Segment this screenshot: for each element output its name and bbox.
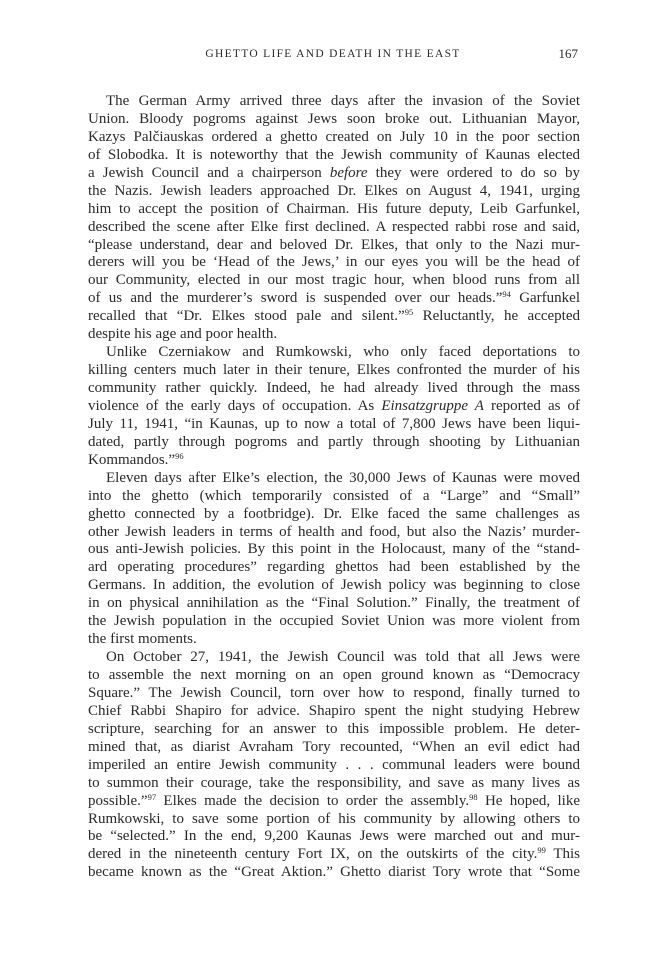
text-line: ard operating procedures” regarding ghettos had been established by the [88, 559, 580, 576]
text-line: killing centers much later in their tenure, Elkes confronted the murder of his [88, 362, 580, 379]
footnote-reference: 98 [469, 791, 478, 802]
text-line: derers will you be ‘Head of the Jews,’ in our eyes you will be the head of [88, 254, 580, 271]
text-line: the Jewish population in the occupied Soviet Union was more violent from [88, 613, 580, 630]
text-line: possible.”$^{97}$ Elkes made the decision to order the assembly.$^{98}$ He hoped, like [88, 791, 580, 809]
text-line: of us and the murderer’s sword is suspended over our heads.”$^{94}$ Garfunkel [88, 289, 580, 307]
text-line: despite his age and poor health. [88, 326, 278, 343]
text-line: our Community, elected in our most tragic hour, when blood runs from all [88, 272, 580, 289]
text-line: described the scene after Elke first declined. A respected rabbi rose and said, [88, 218, 580, 235]
text-line: dated, partly through pogroms and partly through shooting by Lithuanian [88, 433, 580, 450]
footnote-reference: 99 [537, 845, 546, 856]
text-line: Unlike Czerniakow and Rumkowski, who only faced deportations to [106, 344, 580, 361]
text-line: of Slobodka. It is noteworthy that the Jewish community of Kaunas elected [88, 146, 580, 163]
paragraph [88, 344, 580, 470]
text-line: violence of the early days of occupation. As Einsatzgruppe A reported as of [88, 397, 581, 414]
text-line: mined that, as diarist Avraham Tory recounted, “When an evil edict had [88, 738, 580, 755]
text-line: dered in the nineteenth century Fort IX, on the outskirts of the city.$^{99}$ This [88, 845, 580, 863]
text-line: Eleven days after Elke’s election, the 30,000 Jews of Kaunas were moved [106, 469, 580, 486]
text-line: other Jewish leaders in terms of health and food, but also the Nazis’ murder- [88, 523, 580, 540]
text-line: to summon their courage, take the responsibility, and save as many lives as [88, 774, 580, 791]
text-line: recalled that “Dr. Elkes stood pale and silent.”$^{95}$ Reluctantly, he accepted [88, 307, 580, 325]
text-line: Kazys Palčiauskas ordered a ghetto created on July 10 in the poor section [88, 128, 580, 145]
footnote-reference: 97 [147, 791, 157, 802]
running-head [88, 44, 578, 64]
text-line: ous anti-Jewish policies. By this point in the Holocaust, many of the “stand- [88, 541, 580, 558]
text-line: scripture, searching for an answer to this impossible problem. He deter- [88, 720, 580, 737]
text-line: Square.” The Jewish Council, torn over how to respond, finally turned to [88, 684, 580, 701]
text-line: “please understand, dear and beloved Dr. Elkes, that only to the Nazi mur- [88, 236, 580, 253]
paragraph [88, 470, 580, 649]
footnote-reference: 95 [404, 307, 414, 318]
text-line: a Jewish Council and a chairperson before they were ordered to do so by [88, 164, 580, 181]
italic-text: Einsatzgruppe A [381, 397, 484, 414]
text-line: community rather quickly. Indeed, he had already lived through the mass [88, 380, 580, 396]
text-line: Rumkowski, to save some portion of his community by allowing others to [88, 810, 580, 827]
text-line: be “selected.” In the end, 9,200 Kaunas Jews were marched out and mur- [88, 828, 580, 845]
text-line: became known as the “Great Aktion.” Ghetto diarist Tory wrote that “Some [88, 864, 580, 881]
text-line: Chief Rabbi Shapiro for advice. Shapiro spent the night studying Hebrew [88, 702, 580, 719]
text-line: Union. Bloody pogroms against Jews soon broke out. Lithuanian Mayor, [88, 110, 580, 127]
running-title: GHETTO LIFE AND DEATH IN THE EAST [205, 48, 461, 60]
text-line: to assemble the next morning on an open ground known as “Democracy [88, 667, 580, 683]
text-line: The German Army arrived three days after the invasion of the Soviet [106, 93, 580, 109]
text-line: imperiled an entire Jewish community . . . communal leaders were bound [88, 756, 580, 773]
text-line: July 11, 1941, “in Kaunas, up to now a total of 7,800 Jews have been liqui- [88, 415, 580, 432]
text-line: Germans. In addition, the evolution of Jewish policy was beginning to close [88, 577, 580, 594]
text-line: in on physical annihilation as the “Final Solution.” Finally, the treatment of [88, 595, 580, 612]
body-text [88, 93, 580, 882]
text-line: Kommandos.”$^{96}$ [88, 450, 184, 468]
text-line: him to accept the position of Chairman. His future deputy, Leib Garfunkel, [88, 200, 580, 217]
italic-text: before [329, 164, 368, 181]
text-line: the first moments. [88, 631, 197, 648]
text-line: On October 27, 1941, the Jewish Council was told that all Jews were [106, 649, 580, 666]
footnote-reference: 94 [502, 289, 511, 300]
text-line: ghetto connected by a footbridge). Dr. Elke faced the same challenges as [88, 505, 580, 522]
footnote-reference: 96 [175, 450, 184, 461]
paragraph [88, 93, 580, 344]
text-line: into the ghetto (which temporarily consisted of a “Large” and “Small” [88, 487, 580, 504]
page-number: 167 [558, 46, 578, 61]
text-line: the Nazis. Jewish leaders approached Dr. Elkes on August 4, 1941, urging [88, 182, 580, 199]
paragraph [88, 649, 580, 882]
